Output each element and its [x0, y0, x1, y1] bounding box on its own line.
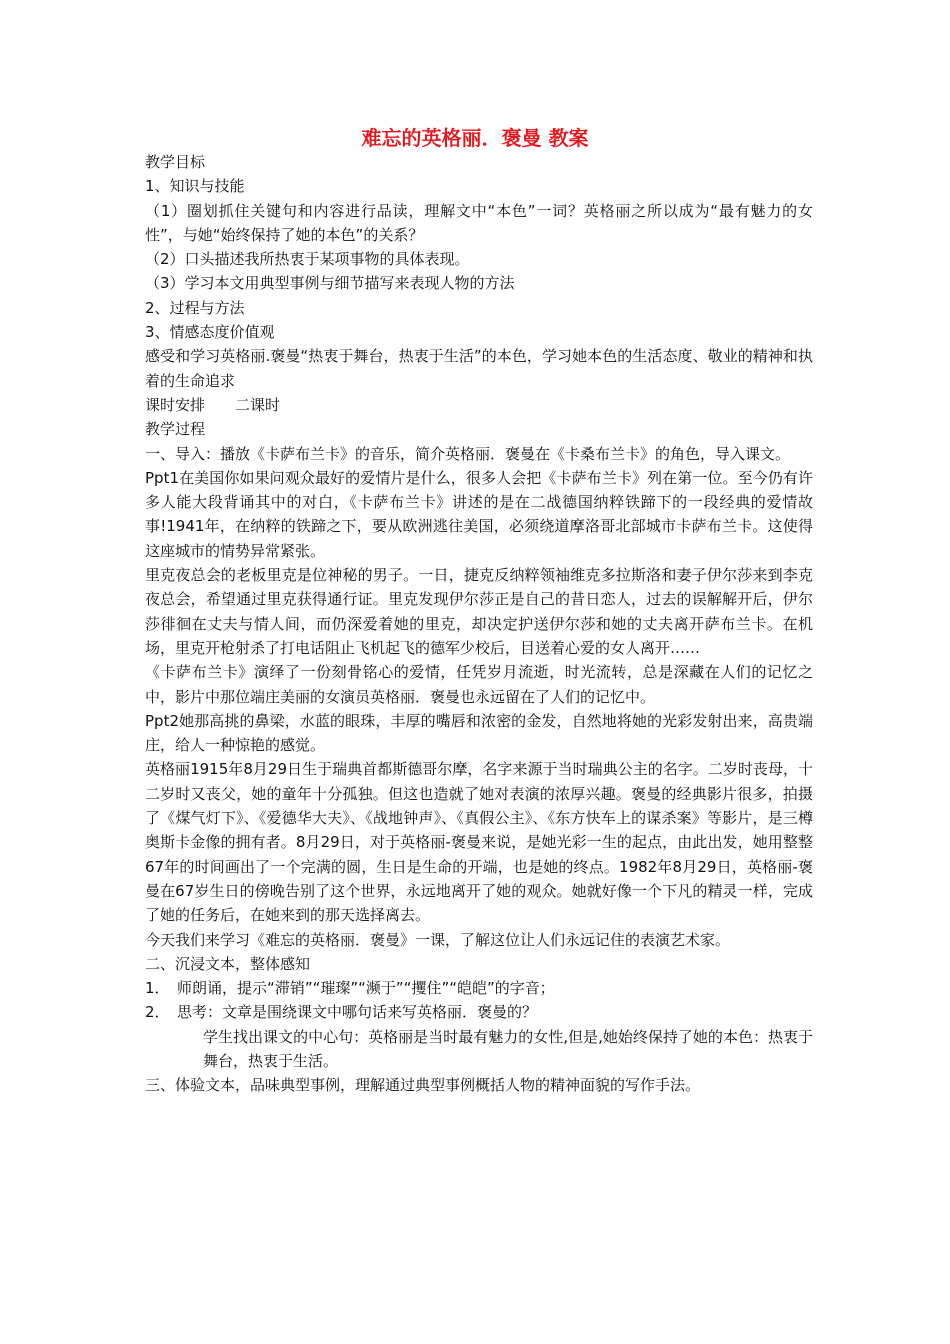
paragraph: 感受和学习英格丽.褒曼“热衷于舞台，热衷于生活”的本色，学习她本色的生活态度、敬业的精神和执着的生命追求 [145, 347, 813, 390]
paragraph: 里克夜总会的老板里克是位神秘的男子。一日，捷克反纳粹领袖维克多拉斯洛和妻子伊尔莎来到李克夜总会，希望通过里克获得通行证。里克发现伊尔莎正是自己的昔日恋人，过去的误解解开后，伊尔莎徘徊在丈夫与情人间，而仍深爱着她的里克，却决定护送伊尔莎和她的丈夫离开萨布兰卡。在机场，里克开枪射杀了打电话阻止飞机起飞的德军少校后，目送着心爱的女人离开…… [145, 566, 813, 657]
document-title: 难忘的英格丽．褒曼 教案 [361, 126, 589, 150]
paragraph: 2、过程与方法 [145, 298, 245, 317]
paragraph: 教学目标 [145, 153, 206, 171]
paragraph: 英格丽1915年8月29日生于瑞典首都斯德哥尔摩，名字来源于当时瑞典公主的名字。二岁时丧母，十二岁时又丧父，她的童年十分孤独。但这也造就了她对表演的浓厚兴趣。褒曼的经典影片很多，拍摄了《煤气灯下》、《爱德华大夫》、《战地钟声》、《真假公主》、《东方快车上的谋杀案》等影片，是三樽奥斯卡金像的拥有者。8月29日，对于英格丽-褒曼来说，是她光彩一生的起点，由此出发，她用整整67年的时间画出了一个完满的圆，生日是生命的开端，也是她的终点。1982年8月29日，英格丽-褒曼在67岁生日的傍晚告别了这个世界，永远地离开了她的观众。她就好像一个下凡的精灵一样，完成了她的任务后，在她来到的那天选择离去。 [145, 760, 813, 925]
paragraph: 1． 师朗诵，提示“滞销”“璀璨”“濒于”“攫住”“皑皑”的字音； [145, 979, 555, 998]
paragraph: 二、沉浸文本，整体感知 [145, 954, 311, 973]
paragraph: 1、知识与技能 [145, 177, 245, 196]
paragraph: 课时安排 二课时 [145, 395, 281, 414]
paragraph: Ppt2她那高挑的鼻梁，水蓝的眼珠，丰厚的嘴唇和浓密的金发，自然地将她的光彩发射出来，高贵端庄，给人一种惊艳的感觉。 [145, 711, 813, 755]
document-body [145, 150, 813, 1098]
paragraph: 今天我们来学习《难忘的英格丽．褒曼》一课，了解这位让人们永远记住的表演艺术家。 [145, 930, 731, 949]
paragraph: 教学过程 [145, 420, 206, 439]
paragraph: Ppt1在美国你如果问观众最好的爱情片是什么，很多人会把《卡萨布兰卡》列在第一位。至今仍有许多人能大段背诵其中的对白，《卡萨布兰卡》讲述的是在二战德国纳粹铁蹄下的一段经典的爱情故事!1941年，在纳粹的铁蹄之下，要从欧洲逃往美国，必须绕道摩洛哥北部城市卡萨布兰卡。这使得这座城市的情势异常紧张。 [145, 468, 813, 560]
paragraph: （1）圈划抓住关键句和内容进行品读，理解文中“本色”一词？英格丽之所以成为“最有魅力的女性”，与她“始终保持了她的本色”的关系？ [145, 201, 813, 244]
paragraph: 3、情感态度价值观 [145, 323, 275, 342]
paragraph: 2． 思考：文章是围绕课文中哪句话来写英格丽．褒曼的？ [145, 1003, 538, 1022]
paragraph: （2）口头描述我所热衷于某项事物的具体表现。 [145, 250, 470, 269]
paragraph: 一、导入：播放《卡萨布兰卡》的音乐，简介英格丽．褒曼在《卡桑布兰卡》的角色，导入课文。 [145, 444, 791, 463]
paragraph: 《卡萨布兰卡》演绎了一份刻骨铭心的爱情，任凭岁月流逝，时光流转，总是深藏在人们的记忆之中，影片中那位端庄美丽的女演员英格丽．褒曼也永远留在了人们的记忆中。 [145, 663, 813, 706]
paragraph: 学生找出课文的中心句：英格丽是当时最有魅力的女性,但是,她始终保持了她的本色：热衷于舞台，热衷于生活。 [203, 1027, 813, 1070]
paragraph: （3）学习本文用典型事例与细节描写来表现人物的方法 [145, 274, 515, 293]
paragraph: 三、体验文本，品味典型事例，理解通过典型事例概括人物的精神面貌的写作手法。 [145, 1076, 701, 1095]
